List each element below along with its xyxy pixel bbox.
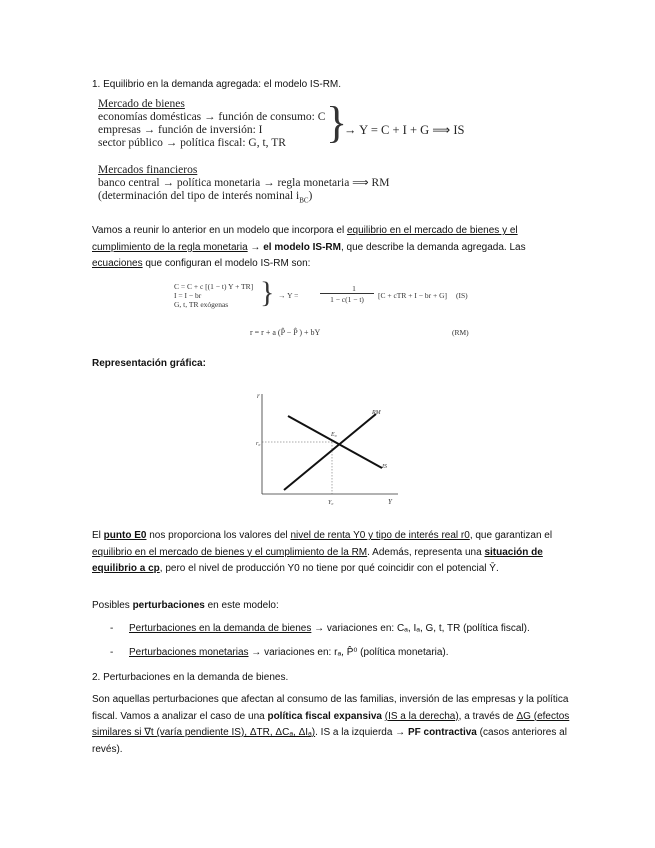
eq-is-lhs: → Y = (278, 291, 299, 300)
fin-line-central-bank: banco central → política monetaria → regla monetaria ⟹ RM (98, 177, 390, 189)
is-rm-graph (248, 386, 408, 516)
model-scheme-figure (98, 98, 518, 210)
eq-is-rhs: [C + cTR + I − br + G] (378, 291, 447, 300)
bold-text: perturbaciones (132, 600, 205, 611)
underlined-text: equilibrio en el mercado de bienes y el cumplimiento de la regla monetaria (92, 225, 518, 253)
text: en este modelo: (204, 600, 279, 611)
text: El (92, 530, 104, 541)
r0-label: r₀ (256, 441, 261, 447)
text: , que describe la demanda agregada. Las (341, 241, 526, 253)
y-axis-label: r (257, 392, 260, 400)
goods-line-investment: empresas → función de inversión: I (98, 124, 263, 136)
underlined-text: Perturbaciones en la demanda de bienes (129, 623, 312, 634)
underlined-text: Perturbaciones monetarias (129, 647, 249, 658)
graph-section-title: Representación gráfica: (92, 358, 206, 369)
text: (casos anteriores al revés). (92, 727, 567, 755)
arrow-text: → (247, 241, 264, 253)
paragraph-fiscal-policy (92, 692, 572, 758)
is-label: IS (382, 464, 387, 470)
rm-curve (284, 414, 376, 490)
text: a través de (461, 710, 517, 722)
text: , pero el nivel de producción Y0 no tiene por qué coincidir con el potencial Ȳ. (159, 563, 499, 574)
perturbations-intro (92, 598, 572, 615)
text: → variaciones en: Cₐ, Iₐ, G, t, TR (política fiscal). (311, 623, 530, 634)
eq-investment: I = I − br (174, 291, 202, 300)
e0-label: E₀ (331, 432, 337, 438)
fin-line-close: ) (308, 190, 313, 202)
text: nos proporciona los valores del (146, 530, 291, 541)
underlined-text: ecuaciones (92, 258, 143, 269)
financial-markets-title: Mercados financieros (98, 164, 198, 176)
text: Son aquellas perturbaciones que afectan al consumo de las familias, inversión de las empresas y la política fiscal. Vamos a analizar el caso de una (92, 694, 569, 722)
section-1-title: 1. Equilibrio en la demanda agregada: el modelo IS-RM. (92, 79, 342, 90)
goods-line-public: sector público → política fiscal: G, t, TR (98, 137, 286, 149)
eq-is-den: 1 − c(1 − t) (330, 295, 364, 304)
fin-line-sub: BC (299, 196, 309, 205)
underlined-text: (IS a la derecha), (384, 710, 462, 722)
text: . IS a la izquierda → (315, 727, 408, 738)
list-bullet: - (110, 647, 114, 658)
goods-market-title: Mercado de bienes (98, 98, 185, 110)
bold-text: punto E0 (103, 530, 147, 541)
underlined-text: nivel de renta Y0 y tipo de interés real r0 (290, 530, 470, 541)
y0-label: Y₀ (328, 500, 334, 506)
underlined-text: equilibrio en el mercado de bienes y el cumplimiento de la RM (92, 546, 368, 558)
x-axis-label: Y (388, 498, 392, 506)
paragraph-intro (92, 223, 572, 273)
eq-is-num: 1 (352, 284, 356, 293)
bold-text: política fiscal expansiva (267, 710, 382, 722)
text: Posibles (92, 600, 133, 611)
eq-rm: r = r + a (P̂ − P̂ ) + bY (250, 328, 321, 337)
eq-rm-tag: (RM) (452, 328, 469, 337)
eq-exogenous: G, t, TR exógenas (174, 300, 229, 309)
fin-line-interest (98, 190, 312, 207)
text: → variaciones en: rₐ, P̂⁰ (política monetaria). (248, 647, 449, 658)
paragraph-equilibrium (92, 528, 572, 578)
eq-is-tag: (IS) (456, 291, 468, 300)
text: , que garantizan el (469, 530, 553, 541)
text: . Además, representa una (367, 546, 485, 558)
eq-consumption: C = C + c [(1 − t) Y + TR] (174, 282, 254, 291)
text: que configuran el modelo IS-RM son: (142, 258, 311, 269)
bold-underlined-text: situación de equilibrio a cp (92, 546, 543, 574)
goods-line-consumption: economías domésticas → función de consumo: C (98, 111, 326, 123)
bold-text: el modelo IS-RM (263, 241, 341, 253)
brace-icon: } (260, 276, 275, 309)
list-bullet: - (110, 623, 114, 634)
is-result: → Y = C + I + G ⟹ IS (344, 123, 465, 137)
section-2-title: 2. Perturbaciones en la demanda de bienes. (92, 672, 289, 683)
rm-label: RM (372, 410, 381, 416)
text: Vamos a reunir lo anterior en un modelo que incorpora el (92, 225, 347, 236)
underlined-text: ΔG (efectos similares si ∇t (varía pendiente IS), ΔTR, ΔCₐ, ΔIₐ) (92, 710, 570, 738)
fraction-bar (320, 293, 374, 294)
fin-line-text: (determinación del tipo de interés nominal i (98, 190, 300, 202)
equations-figure (174, 276, 484, 346)
brace-icon: } (326, 98, 348, 147)
bold-text: PF contractiva (407, 727, 477, 738)
